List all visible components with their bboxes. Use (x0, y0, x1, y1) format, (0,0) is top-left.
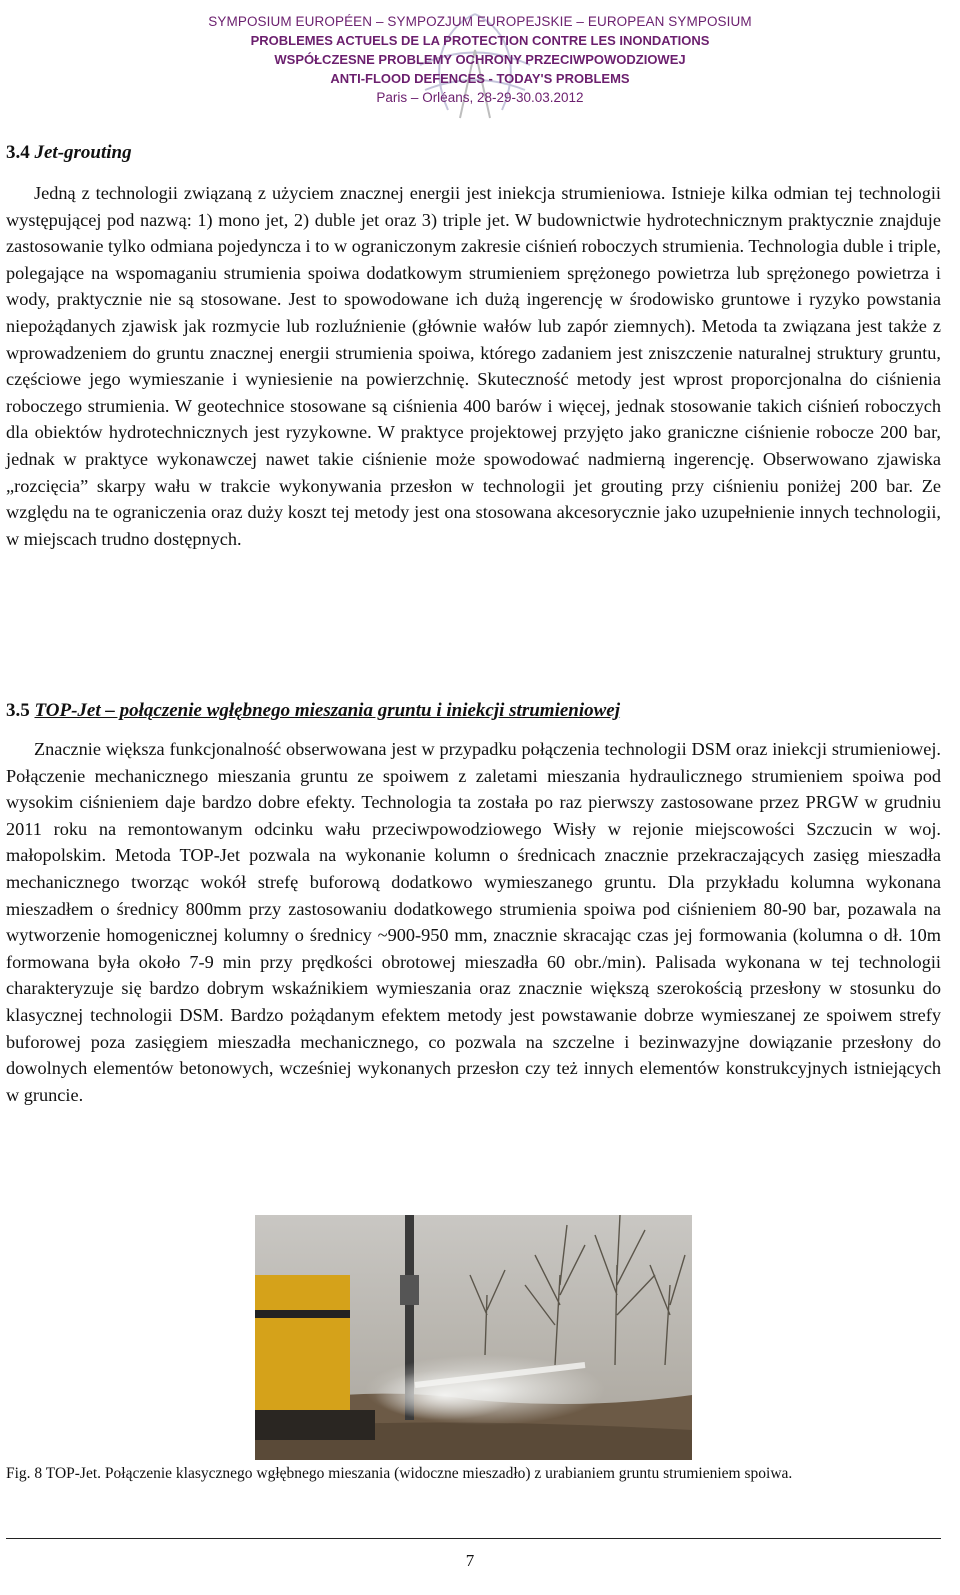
section-title: TOP-Jet – połączenie wgłębnego mieszania gruntu i iniekcji strumieniowej (34, 700, 621, 721)
header-line-3: WSPÓŁCZESNE PROBLEMY OCHRONY PRZECIWPOWODZIOWEJ (274, 52, 686, 67)
top-jet-photo-drawing (255, 1215, 692, 1460)
jet-grouting-paragraph: Jedną z technologii związaną z użyciem znacznej energii jest iniekcja strumieniowa. Istnieje kilka odmian tej technologii występującej pod nazwą: 1) mono jet, 2) duble jet oraz 3) triple jet. W budownictwie hydrotechnicznym praktycznie znajduje zastosowanie tylko odmiana pojedyncza i to w ograniczonym zakresie ciśnień roboczych strumienia. Technologia duble i triple, polegające na wspomaganiu strumienia spoiwa dodatkowym strumieniem sprężonego powietrza lub sprężonego powietrza i wody, praktycznie nie są stosowane. Jest to spowodowane ich dużą ingerencję w środowisko gruntowe i ryzyko powstania niepożądanych zjawisk jak rozmycie lub rozluźnienie (głównie wałów lub zapór ziemnych). Metoda ta związana jest także z wprowadzeniem do gruntu znacznej energii strumienia spoiwa, którego zadaniem jest zniszczenie naturalnej struktury gruntu, częściowe jego wymieszanie i wyniesienie na powierzchnię. Skuteczność metody jest wprost proporcjonalna do ciśnienia roboczego strumienia. W geotechnice stosowane są ciśnienia 400 barów i więcej, jednak stosowanie takich ciśnień roboczych dla obiektów hydrotechnicznych jest ryzykowne. W praktyce projektowej przyjęto jako graniczne ciśnienie robocze 200 bar, jednak w praktyce wykonawczej nawet takie ciśnienie może spowodować nadmierną ingerencję. Obserwowano zjawiska „rozcięcia” skarpy wału w trakcie wykonywania przesłon w technologii jet grouting przy ciśnieniu poniżej 200 bar. Ze względu na te ograniczenia oraz duży koszt tej metody jest ona stosowana akcesorycznie jako uzupełnienie innych technologii, w miejscach trudno dostępnych. (6, 183, 942, 549)
header-line-5: Paris – Orléans, 28-29-30.03.2012 (376, 90, 584, 105)
top-jet-paragraph: Znacznie większa funkcjonalność obserwowana jest w przypadku połączenia technologii DSM oraz iniekcji strumieniowej. Połączenie mechanicznego mieszania gruntu ze spoiwem z zaletami mieszania hydraulicznego strumieniem spoiwa pod wysokim ciśnieniem daje bardzo dobre efekty. Technologia ta została po raz pierwszy zastosowane przez PRGW w grudniu 2011 roku na remontowanym odcinku wału przeciwpowodziowego Wisły w rejonie miejscowości Szczucin w woj. małopolskim. Metoda TOP-Jet pozwala na wykonanie kolumn o średnicach znacznie przekraczających zasięg mieszadła mechanicznego tworząc wokół strefę buforową dodatkowo wymieszanego gruntu. Dla przykładu kolumna wykonana mieszadłem o średnicy 800mm przy zastosowaniu dodatkowego strumienia spoiwa pod ciśnieniem 80-90 bar, pozawala na wytworzenie homogenicznej kolumny o średnicy ~900-950 mm, znacznie skracając czas jej formowania (kolumna o dł. 10m formowana była około 7-9 min przy prędkości obrotowej mieszadła 60 obr./min). Palisada wykonana w tej technologii charakteryzuje się bardzo dobrym wskaźnikiem wymieszania oraz znacznie większą szerokością przesłony w stosunku do klasycznej technologii DSM. Bardzo pożądanym efektem metody jest powstawanie dobrze wymieszanej ze spoiwem strefy buforowej poza zasięgiem mieszadła mechanicznego, co pozwala na szczelne i bezinwazyjne dowiązanie przesłony do dowolnych elementów betonowych, wcześniej wykonanych przesłon czy też innych elementów konstrukcyjnych istniejących w gruncie. (6, 739, 941, 1105)
page-number: 7 (465, 1551, 475, 1570)
header-line-2: PROBLEMES ACTUELS DE LA PROTECTION CONTRE LES INONDATIONS (250, 33, 710, 48)
section-number: 3.4 (6, 142, 30, 163)
section-heading-jet-grouting (6, 142, 132, 164)
header-line-4: ANTI-FLOOD DEFENCES - TODAY'S PROBLEMS (330, 71, 630, 86)
top-jet-photo (255, 1215, 692, 1460)
section-heading-top-jet (6, 700, 620, 722)
header-line-1: SYMPOSIUM EUROPÉEN – SYMPOZJUM EUROPEJSKIE – EUROPEAN SYMPOSIUM (208, 14, 752, 29)
section-number: 3.5 (6, 700, 30, 721)
footer-rule (6, 1538, 941, 1539)
figure-caption: Fig. 8 TOP-Jet. Połączenie klasycznego wgłębnego mieszania (widoczne mieszadło) z urabianiem gruntu strumieniem spoiwa. (6, 1465, 793, 1482)
symposium-header (0, 10, 960, 122)
section-title: Jet-grouting (34, 142, 132, 163)
